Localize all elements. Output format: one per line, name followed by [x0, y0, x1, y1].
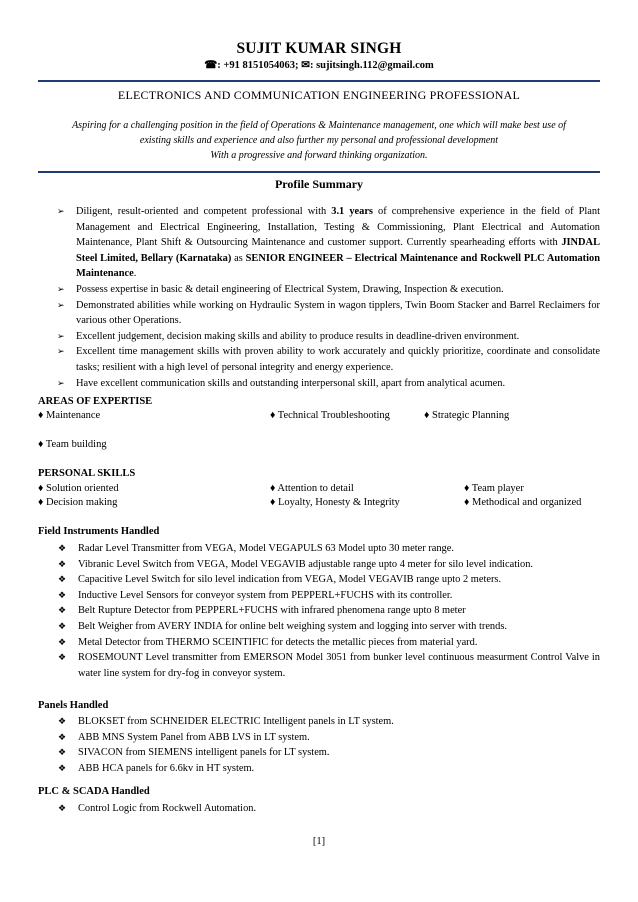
- four-petal-star-bullet-icon: ❖: [58, 803, 67, 813]
- list-item: ❖ ROSEMOUNT Level transmitter from EMERSON Model 3051 from bunker level continuous measurment Control Valve in water line system for dry-fog in conveyor system.: [58, 652, 600, 679]
- arrowhead-bullet-icon: ➢: [57, 346, 65, 357]
- list-item: ❖ Vibranic Level Switch from VEGA, Model VEGAVIB adjustable range upto 4 meter for silo level indication.: [38, 557, 600, 573]
- four-petal-star-bullet-icon: ❖: [58, 636, 67, 647]
- skill-item: ♦ Methodical and organized: [464, 497, 582, 508]
- contact-line: [0, 59, 638, 71]
- arrowhead-bullet-icon: ➢: [57, 283, 65, 294]
- arrowhead-bullet-icon: ➢: [57, 299, 65, 310]
- panels-list: [38, 714, 600, 776]
- objective-line: existing skills and experience and also further my personal and professional development: [139, 135, 499, 146]
- list-item: ❖ Inductive Level Sensors for conveyor system from PEPPERL+FUCHS with its controller.: [38, 588, 600, 604]
- profile-summary-heading: Profile Summary: [274, 177, 364, 191]
- four-petal-star-bullet-icon: ❖: [58, 558, 67, 569]
- plc-scada-list: [38, 801, 600, 817]
- objective-divider: [38, 171, 600, 173]
- expertise-item: ♦ Technical Troubleshooting: [270, 410, 390, 421]
- phone-number: : +91 8151054063;: [217, 60, 302, 71]
- field-instruments-heading: Field Instruments Handled: [38, 526, 160, 537]
- list-item: ❖ ABB MNS System Panel from ABB LVS in LT system.: [38, 730, 600, 746]
- envelope-icon: ✉: [301, 60, 310, 71]
- expertise-heading: AREAS OF EXPERTISE: [38, 396, 153, 407]
- list-item: ❖ BLOKSET from SCHNEIDER ELECTRIC Intelligent panels in LT system.: [38, 714, 600, 730]
- skill-item: ♦ Loyalty, Honesty & Integrity: [270, 497, 400, 508]
- list-item: ❖ Belt Rupture Detector from PEPPERL+FUCHS with infrared phenomena range upto 8 meter: [38, 603, 600, 619]
- list-item: ❖ ABB HCA panels for 6.6kv in HT system.: [38, 761, 600, 777]
- four-petal-star-bullet-icon: ❖: [58, 589, 67, 600]
- skill-item: ♦ Team player: [464, 483, 524, 494]
- list-item: ❖ Metal Detector from THERMO SCEINTIFIC for detects the metallic pieces from material yard.: [38, 635, 600, 651]
- list-item: ➢ Have excellent communication skills and outstanding interpersonal skill, apart from analytical acumen.: [38, 376, 600, 392]
- candidate-name: SUJIT KUMAR SINGH: [236, 40, 402, 57]
- list-item: ➢ Excellent judgement, decision making skills and ability to produce results in deadline-driven environment.: [38, 329, 600, 345]
- expertise-row: [38, 439, 600, 454]
- career-objective: [38, 118, 600, 163]
- header-divider: [38, 80, 600, 82]
- field-instruments-list: [38, 541, 600, 681]
- list-item: ❖ Belt Weigher from AVERY INDIA for online belt weighing system and logging into server with trends.: [38, 619, 600, 635]
- profile-summary-list: [38, 204, 600, 391]
- expertise-item: ♦ Strategic Planning: [424, 410, 510, 421]
- four-petal-star-bullet-icon: ❖: [58, 620, 67, 631]
- personal-skills-row: [38, 497, 600, 512]
- phone-icon: ☎: [204, 60, 218, 71]
- list-item: ➢ Possess expertise in basic & detail engineering of Electrical System, Drawing, Inspection & execution.: [38, 282, 600, 298]
- arrowhead-bullet-icon: ➢: [57, 377, 65, 388]
- expertise-item: ♦ Team building: [38, 439, 107, 450]
- email-address: : sujitsingh.112@gmail.com: [309, 60, 434, 71]
- page-number: [1]: [312, 836, 326, 847]
- arrowhead-bullet-icon: ➢: [57, 330, 65, 341]
- list-item: ❖ Radar Level Transmitter from VEGA, Model VEGAPULS 63 Model upto 30 meter range.: [38, 541, 600, 557]
- four-petal-star-bullet-icon: ❖: [58, 762, 67, 773]
- expertise-item: ♦ Maintenance: [38, 410, 101, 421]
- four-petal-star-bullet-icon: ❖: [58, 731, 67, 742]
- four-petal-star-bullet-icon: ❖: [58, 574, 67, 585]
- list-item: ❖ SIVACON from SIEMENS intelligent panels for LT system.: [38, 745, 600, 761]
- personal-skills-row: [38, 483, 600, 498]
- list-item: ❖ Capacitive Level Switch for silo level indication from VEGA, Model VEGAVIB range upto 2 meters.: [38, 572, 600, 588]
- four-petal-star-bullet-icon: ❖: [58, 605, 67, 616]
- arrowhead-bullet-icon: ➢: [57, 206, 65, 216]
- four-petal-star-bullet-icon: ❖: [58, 652, 67, 663]
- professional-title: ELECTRONICS AND COMMUNICATION ENGINEERING PROFESSIONAL: [117, 88, 521, 102]
- skill-item: ♦ Solution oriented: [38, 483, 119, 494]
- skill-item: ♦ Attention to detail: [270, 483, 354, 494]
- objective-line: With a progressive and forward thinking organization.: [210, 150, 428, 161]
- list-item: ➢ Diligent, result-oriented and competent professional with 3.1 years of comprehensive experience in the field of Plant Management and Electrical Engineering, Installation, Testing & Commissioning, Plant Electrical and Automation Maintenance, Plant Shift & Outsourcing Maintenance and customer support. Currently spearheading efforts with JINDAL Steel Limited, Bellary (Karnataka) as SENIOR ENGINEER – Electrical Maintenance and Rockwell PLC Automation Maintenance.: [57, 206, 600, 280]
- list-item: ➢ Demonstrated abilities while working on Hydraulic System in wagon tipplers, Twin Boom Stacker and Barrel Reclaimers for various other Operations.: [57, 299, 600, 327]
- list-item: ➢ Excellent time management skills with proven ability to work accurately and quickly prioritize, coordinate and consolidate tasks; resilient with a high level of personal integrity and energy experience.: [57, 346, 600, 373]
- plc-scada-heading: PLC & SCADA Handled: [38, 786, 150, 797]
- expertise-row: [38, 410, 600, 425]
- panels-heading: Panels Handled: [38, 700, 109, 711]
- list-item: ❖ Control Logic from Rockwell Automation.: [38, 801, 600, 817]
- four-petal-star-bullet-icon: ❖: [58, 716, 67, 726]
- objective-line: Aspiring for a challenging position in the field of Operations & Maintenance management, one which will make best use of: [72, 120, 566, 131]
- four-petal-star-bullet-icon: ❖: [58, 747, 67, 758]
- personal-skills-heading: PERSONAL SKILLS: [38, 468, 136, 479]
- skill-item: ♦ Decision making: [38, 497, 118, 508]
- four-petal-star-bullet-icon: ❖: [58, 543, 67, 553]
